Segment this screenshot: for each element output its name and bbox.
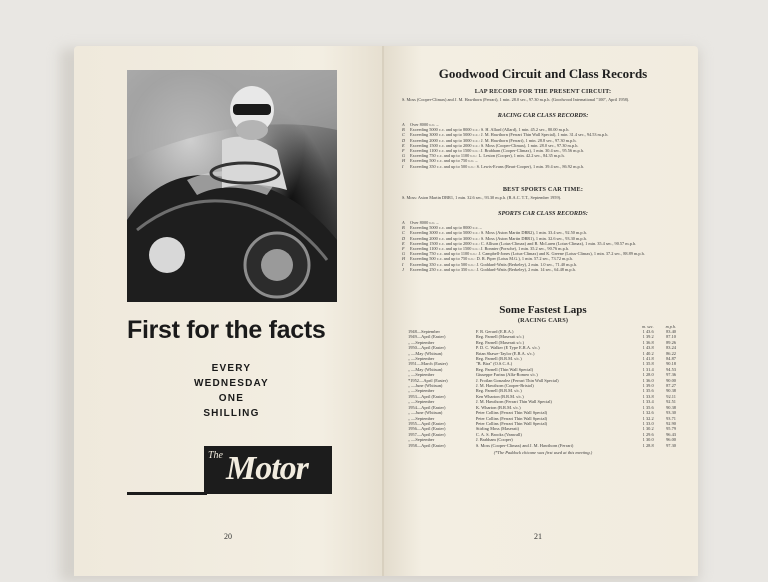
racing-records-section bbox=[402, 112, 684, 169]
logo-underline bbox=[127, 492, 207, 495]
lap-date: „ —September bbox=[408, 356, 435, 362]
lap-date: 1950—April (Easter) bbox=[408, 345, 446, 351]
lap-time: 1 35.6 bbox=[642, 388, 654, 394]
lap-date: 1953—April (Easter) bbox=[408, 393, 446, 399]
lap-time: 1 43.8 bbox=[642, 345, 654, 351]
lap-driver: "B. Bira" (O.S.C.A.) bbox=[475, 361, 513, 367]
lap-date: 1954—April (Easter) bbox=[408, 404, 446, 410]
lap-driver: F. R. Gerard (E.R.A.) bbox=[475, 329, 514, 334]
lap-driver: Reg. Parnell (Thin Wall Special) bbox=[475, 366, 534, 372]
lap-time: 1 33.0 bbox=[642, 420, 654, 426]
lap-driver: J. Brabham (Cooper) bbox=[475, 437, 513, 443]
best-sports-section bbox=[402, 186, 684, 200]
record-class: G bbox=[402, 251, 406, 257]
tagline-line: SHILLING bbox=[203, 408, 260, 419]
lap-driver: Stirling Moss (Maserati) bbox=[475, 426, 519, 432]
lap-mph: 90.18 bbox=[666, 361, 676, 367]
lap-mph: 93.30 bbox=[666, 410, 676, 416]
lap-time: 1 33.8 bbox=[642, 393, 654, 399]
lap-record-section bbox=[402, 88, 684, 102]
racing-driver-photo bbox=[127, 70, 337, 302]
record-text: Exceeding 3000 c.c. and up to 5000 c.c.: J. M. Hawthorn (Ferrari Thin Wall Special), 1 min. 31.4 sec., 94.53 m.p.h. bbox=[410, 132, 609, 138]
lap-driver: Peter Collins (Ferrari Thin Wall Special) bbox=[475, 415, 548, 421]
lap-date: 1948—September bbox=[408, 329, 440, 334]
lap-driver: S. Moss (Cooper-Climax) and J. M. Hawthorn (Ferrari) bbox=[475, 442, 574, 448]
lap-time: 1 40.2 bbox=[642, 350, 654, 356]
lap-mph: 97.30 bbox=[666, 442, 676, 448]
record-class: I bbox=[402, 261, 404, 267]
lap-time: 1 35.6 bbox=[642, 404, 654, 410]
record-class: I bbox=[402, 163, 404, 169]
record-text: Exceeding 5000 c.c. and up to 8000 c.c.: S. H. Allard (Allard), 1 min. 45.2 sec., 80.00 m.p.h. bbox=[410, 127, 570, 133]
lap-date: 1956—April (Easter) bbox=[408, 426, 446, 432]
record-text: Exceeding 750 c.c. and up to 1100 c.c.: L. Leston (Cooper), 1 min. 42.2 sec., 84.35 m.p.h. bbox=[410, 153, 565, 159]
record-class: H bbox=[402, 158, 406, 164]
lap-time: 1 36.8 bbox=[642, 339, 654, 345]
lap-driver: K. Wharton (B.R.M. s/c.) bbox=[475, 404, 521, 410]
lap-time: 1 39.0 bbox=[642, 383, 654, 389]
record-text: Exceeding 750 c.c. and up to 1100 c.c.: J. Campbell-Jones (Lotus-Climax) and K. Greene (Lotus-Climax), 1 min. 37.2 sec., 88.89 m.p.h. bbox=[410, 251, 645, 257]
page-number-right: 21 bbox=[534, 532, 542, 541]
record-class: E bbox=[402, 240, 405, 246]
lap-mph: 93.71 bbox=[666, 415, 676, 421]
record-class: H bbox=[402, 256, 406, 262]
lap-date: „ —September bbox=[408, 437, 435, 443]
lap-time: 1 32.6 bbox=[642, 410, 654, 416]
racing-records-heading: RACING CAR CLASS RECORDS: bbox=[497, 112, 589, 119]
records-title: Goodwood Circuit and Class Records bbox=[438, 66, 648, 81]
record-class: F bbox=[402, 148, 405, 154]
lap-driver: Peter Collins (Ferrari Thin Wall Special) bbox=[475, 420, 548, 426]
col-time: m. sec. bbox=[642, 324, 654, 329]
record-class: F bbox=[402, 246, 405, 252]
record-class: E bbox=[402, 142, 405, 148]
left-page bbox=[74, 46, 384, 576]
lap-driver: Giuseppe Farina (Alfa-Romeo s/c.) bbox=[475, 372, 538, 378]
lap-mph: 84.87 bbox=[666, 356, 676, 362]
record-class: A bbox=[402, 220, 405, 225]
lap-time: 1 29.6 bbox=[642, 431, 654, 437]
lap-date: 1951—March (Easter) bbox=[408, 361, 448, 367]
lap-mph: 95.79 bbox=[666, 426, 676, 432]
table-row bbox=[406, 443, 678, 448]
lap-date: 1955—April (Easter) bbox=[408, 420, 446, 426]
sports-records-heading: SPORTS CAR CLASS RECORDS: bbox=[498, 210, 588, 217]
lap-driver: Reg. Parnell (Maserati s/c.) bbox=[475, 339, 524, 345]
lap-time: 1 43.6 bbox=[642, 329, 654, 334]
logo-word: Motor bbox=[226, 450, 308, 487]
record-text: Exceeding 1100 c.c. and up to 1500 c.c.: J. Brabham (Cooper-Climax), 1 min. 30.4 sec., 95.56 m.p.h. bbox=[410, 148, 584, 154]
lap-time: 1 28.0 bbox=[642, 372, 654, 378]
lap-mph: 83.40 bbox=[666, 329, 676, 334]
record-text: Exceeding 2000 c.c. and up to 3000 c.c.: S. Moss (Aston Martin DBR1), 1 min. 32.6 sec., 93.30 m.p.h. bbox=[410, 235, 587, 241]
lap-mph: 83.24 bbox=[666, 345, 676, 351]
lap-date: 1949—April (Easter) bbox=[408, 334, 446, 340]
lap-date: *1952—April (Easter) bbox=[408, 377, 448, 383]
sports-records-list bbox=[402, 220, 684, 272]
record-class: B bbox=[402, 127, 405, 133]
record-row bbox=[402, 164, 684, 169]
record-class: D bbox=[402, 235, 406, 241]
record-text: Exceeding 500 c.c. and up to 750 c.c.: D. R. Piper (Lotus M.G.), 1 min. 57.2 sec., 73.72 m.p.h. bbox=[410, 256, 573, 262]
lap-date: „ —September bbox=[408, 415, 435, 421]
lap-driver: Reg. Parnell (Maserati s/c.) bbox=[475, 334, 524, 340]
fastest-laps-section bbox=[402, 304, 684, 455]
lap-date: „ —September bbox=[408, 339, 435, 345]
record-class: G bbox=[402, 153, 406, 159]
record-text: Exceeding 1100 c.c. and up to 1500 c.c.: J. Bonnier (Porsche), 1 min. 35.2 sec., 90.76 m.p.h. bbox=[410, 246, 570, 252]
record-text: Exceeding 1500 c.c. and up to 2000 c.c.: S. Moss (Cooper-Climax), 1 min. 28.0 sec., 97.30 m.p.h. bbox=[410, 142, 579, 148]
lap-date: „ —September bbox=[408, 388, 435, 394]
lap-time: 1 28.8 bbox=[642, 442, 654, 448]
headline: First for the facts bbox=[127, 316, 326, 344]
lap-mph: 90.00 bbox=[666, 377, 676, 383]
record-text: Exceeding 1500 c.c. and up to 2000 c.c.: C. Allison (Lotus-Climax) and B. McLaren (Lotus-Climax), 1 min. 35.4 sec., 90.57 m.p.h. bbox=[410, 240, 637, 246]
record-class: D bbox=[402, 137, 406, 143]
record-class: A bbox=[402, 122, 405, 127]
lap-driver: J. M. Hawthorn (Cooper-Bristol) bbox=[475, 383, 534, 389]
lap-mph: 90.38 bbox=[666, 404, 676, 410]
lap-time: 1 35.8 bbox=[642, 361, 654, 367]
lap-driver: Brian Shawe-Taylor (E.R.A. s/c.) bbox=[475, 350, 535, 356]
page-number-left: 20 bbox=[224, 532, 232, 541]
lap-date: „ —September bbox=[408, 399, 435, 405]
racing-records-list bbox=[402, 122, 684, 169]
record-text: Exceeding 350 c.c. and up to 500 c.c.: S. Lewis-Evans (Beart-Cooper), 1 min. 39.4 sec., 86.92 m.p.h. bbox=[410, 163, 584, 169]
tagline-line: WEDNESDAY bbox=[194, 378, 269, 389]
lap-driver: J. M. Hawthorn (Ferrari Thin Wall Special) bbox=[475, 399, 552, 405]
lap-time: 1 39.2 bbox=[642, 334, 654, 340]
lap-time: 1 41.8 bbox=[642, 356, 654, 362]
lap-date: 1958—April (Easter) bbox=[408, 442, 446, 448]
lap-record-heading: LAP RECORD FOR THE PRESENT CIRCUIT: bbox=[474, 88, 612, 95]
lap-mph: 92.90 bbox=[666, 420, 676, 426]
lap-driver: Ken Wharton (B.R.M. s/c.) bbox=[475, 393, 524, 399]
record-text: Exceeding 2000 c.c. and up to 3000 c.c.: J. M. Hawthorn (Ferrari), 1 min. 28.8 sec., 97.30 m.p.h. bbox=[410, 137, 577, 143]
right-page bbox=[384, 46, 698, 576]
lap-record-text: S. Moss (Cooper-Climax) and J. M. Hawthorn (Ferrari), 1 min. 28.0 sec., 97.30 m.p.h. (Goodwood International "100", April 1958). bbox=[402, 97, 630, 102]
lap-mph: 96.43 bbox=[666, 431, 676, 437]
fastest-laps-table bbox=[406, 324, 678, 448]
record-class: C bbox=[402, 132, 405, 138]
record-text: Over 8000 c.c. – bbox=[410, 122, 439, 127]
logo-the: The bbox=[208, 450, 223, 461]
lap-mph: 90.38 bbox=[666, 388, 676, 394]
fastest-laps-subtitle: (RACING CARS) bbox=[517, 317, 569, 324]
record-text: Over 8000 c.c. – bbox=[410, 220, 439, 225]
col-mph: m.p.h. bbox=[665, 324, 676, 329]
lap-mph: 87.10 bbox=[666, 334, 676, 340]
lap-date: 1957—April (Easter) bbox=[408, 431, 446, 437]
lap-time: 1 31.4 bbox=[642, 366, 654, 372]
lap-driver: Reg. Parnell (B.R.M. s/c.) bbox=[475, 356, 522, 362]
lap-date: „ —May (Whitsun) bbox=[408, 350, 443, 356]
lap-driver: P. D. C. Walker (E Type E.R.A. s/c.) bbox=[475, 345, 540, 351]
lap-mph: 92.51 bbox=[666, 399, 676, 405]
lap-mph: 89.26 bbox=[666, 339, 676, 345]
fastest-laps-title: Some Fastest Laps bbox=[499, 304, 587, 316]
lap-date: „ —June (Whitsun) bbox=[408, 410, 443, 416]
lap-driver: Reg. Parnell (B.R.M. s/c.) bbox=[475, 388, 522, 394]
record-row bbox=[402, 267, 684, 272]
lap-driver: Peter Collins (Ferrari Thin Wall Special) bbox=[475, 410, 548, 416]
tagline-line: EVERY bbox=[211, 363, 252, 374]
lap-time: 1 30.0 bbox=[642, 437, 654, 443]
tagline bbox=[194, 361, 269, 421]
lap-mph: 94.53 bbox=[666, 366, 676, 372]
record-text: Exceeding 250 c.c. and up to 350 c.c.: J. Goddard-Watts (Berkeley), 2 min. 14 sec., 64.48 m.p.h. bbox=[410, 266, 576, 272]
lap-time: 1 36.0 bbox=[642, 377, 654, 383]
paddock-note: (*The Paddock chicane was first used at this meeting.) bbox=[493, 449, 593, 455]
the-motor-logo bbox=[204, 446, 332, 494]
record-text: Exceeding 3000 c.c. and up to 5000 c.c.: S. Moss (Aston Martin DBR2), 1 min. 33.4 sec., 92.50 m.p.h. bbox=[410, 230, 587, 236]
lap-date: „ —May (Whitsun) bbox=[408, 366, 443, 372]
best-sports-heading: BEST SPORTS CAR TIME: bbox=[502, 186, 584, 193]
lap-time: 1 30.2 bbox=[642, 426, 654, 432]
record-class: B bbox=[402, 225, 405, 231]
lap-mph: 97.36 bbox=[666, 372, 676, 378]
record-text: Exceeding 350 c.c. and up to 500 c.c.: J. Goddard-Watts (Berkeley), 2 min. 1.0 sec., 71.40 m.p.h. bbox=[410, 261, 577, 267]
record-class: J bbox=[402, 266, 404, 272]
lap-time: 1 33.4 bbox=[642, 399, 654, 405]
lap-driver: J. Froilan Gonzalez (Ferrari Thin Wall Special) bbox=[475, 377, 559, 383]
lap-date: „ —September bbox=[408, 372, 435, 378]
lap-time: 1 32.2 bbox=[642, 415, 654, 421]
lap-mph: 92.11 bbox=[666, 393, 676, 399]
lap-driver: C. A. S. Brooks (Vanwall) bbox=[475, 431, 522, 437]
sports-records-section bbox=[402, 210, 684, 272]
lap-mph: 87.27 bbox=[666, 383, 676, 389]
lap-date: „ —June (Whitsun) bbox=[408, 383, 443, 389]
lap-mph: 96.00 bbox=[666, 437, 676, 443]
lap-mph: 86.22 bbox=[666, 350, 676, 356]
tagline-line: ONE bbox=[218, 393, 245, 404]
record-text: Exceeding 5000 c.c. and up to 8000 c.c. – bbox=[410, 225, 482, 231]
best-sports-text: S. Moss: Aston Martin DBR1, 1 min. 32.6 sec., 93.30 m.p.h. (R.A.C. T.T., September 1959). bbox=[402, 195, 562, 200]
record-text: Exceeding 500 c.c. and up to 750 c.c. – bbox=[410, 158, 478, 164]
record-class: C bbox=[402, 230, 405, 236]
